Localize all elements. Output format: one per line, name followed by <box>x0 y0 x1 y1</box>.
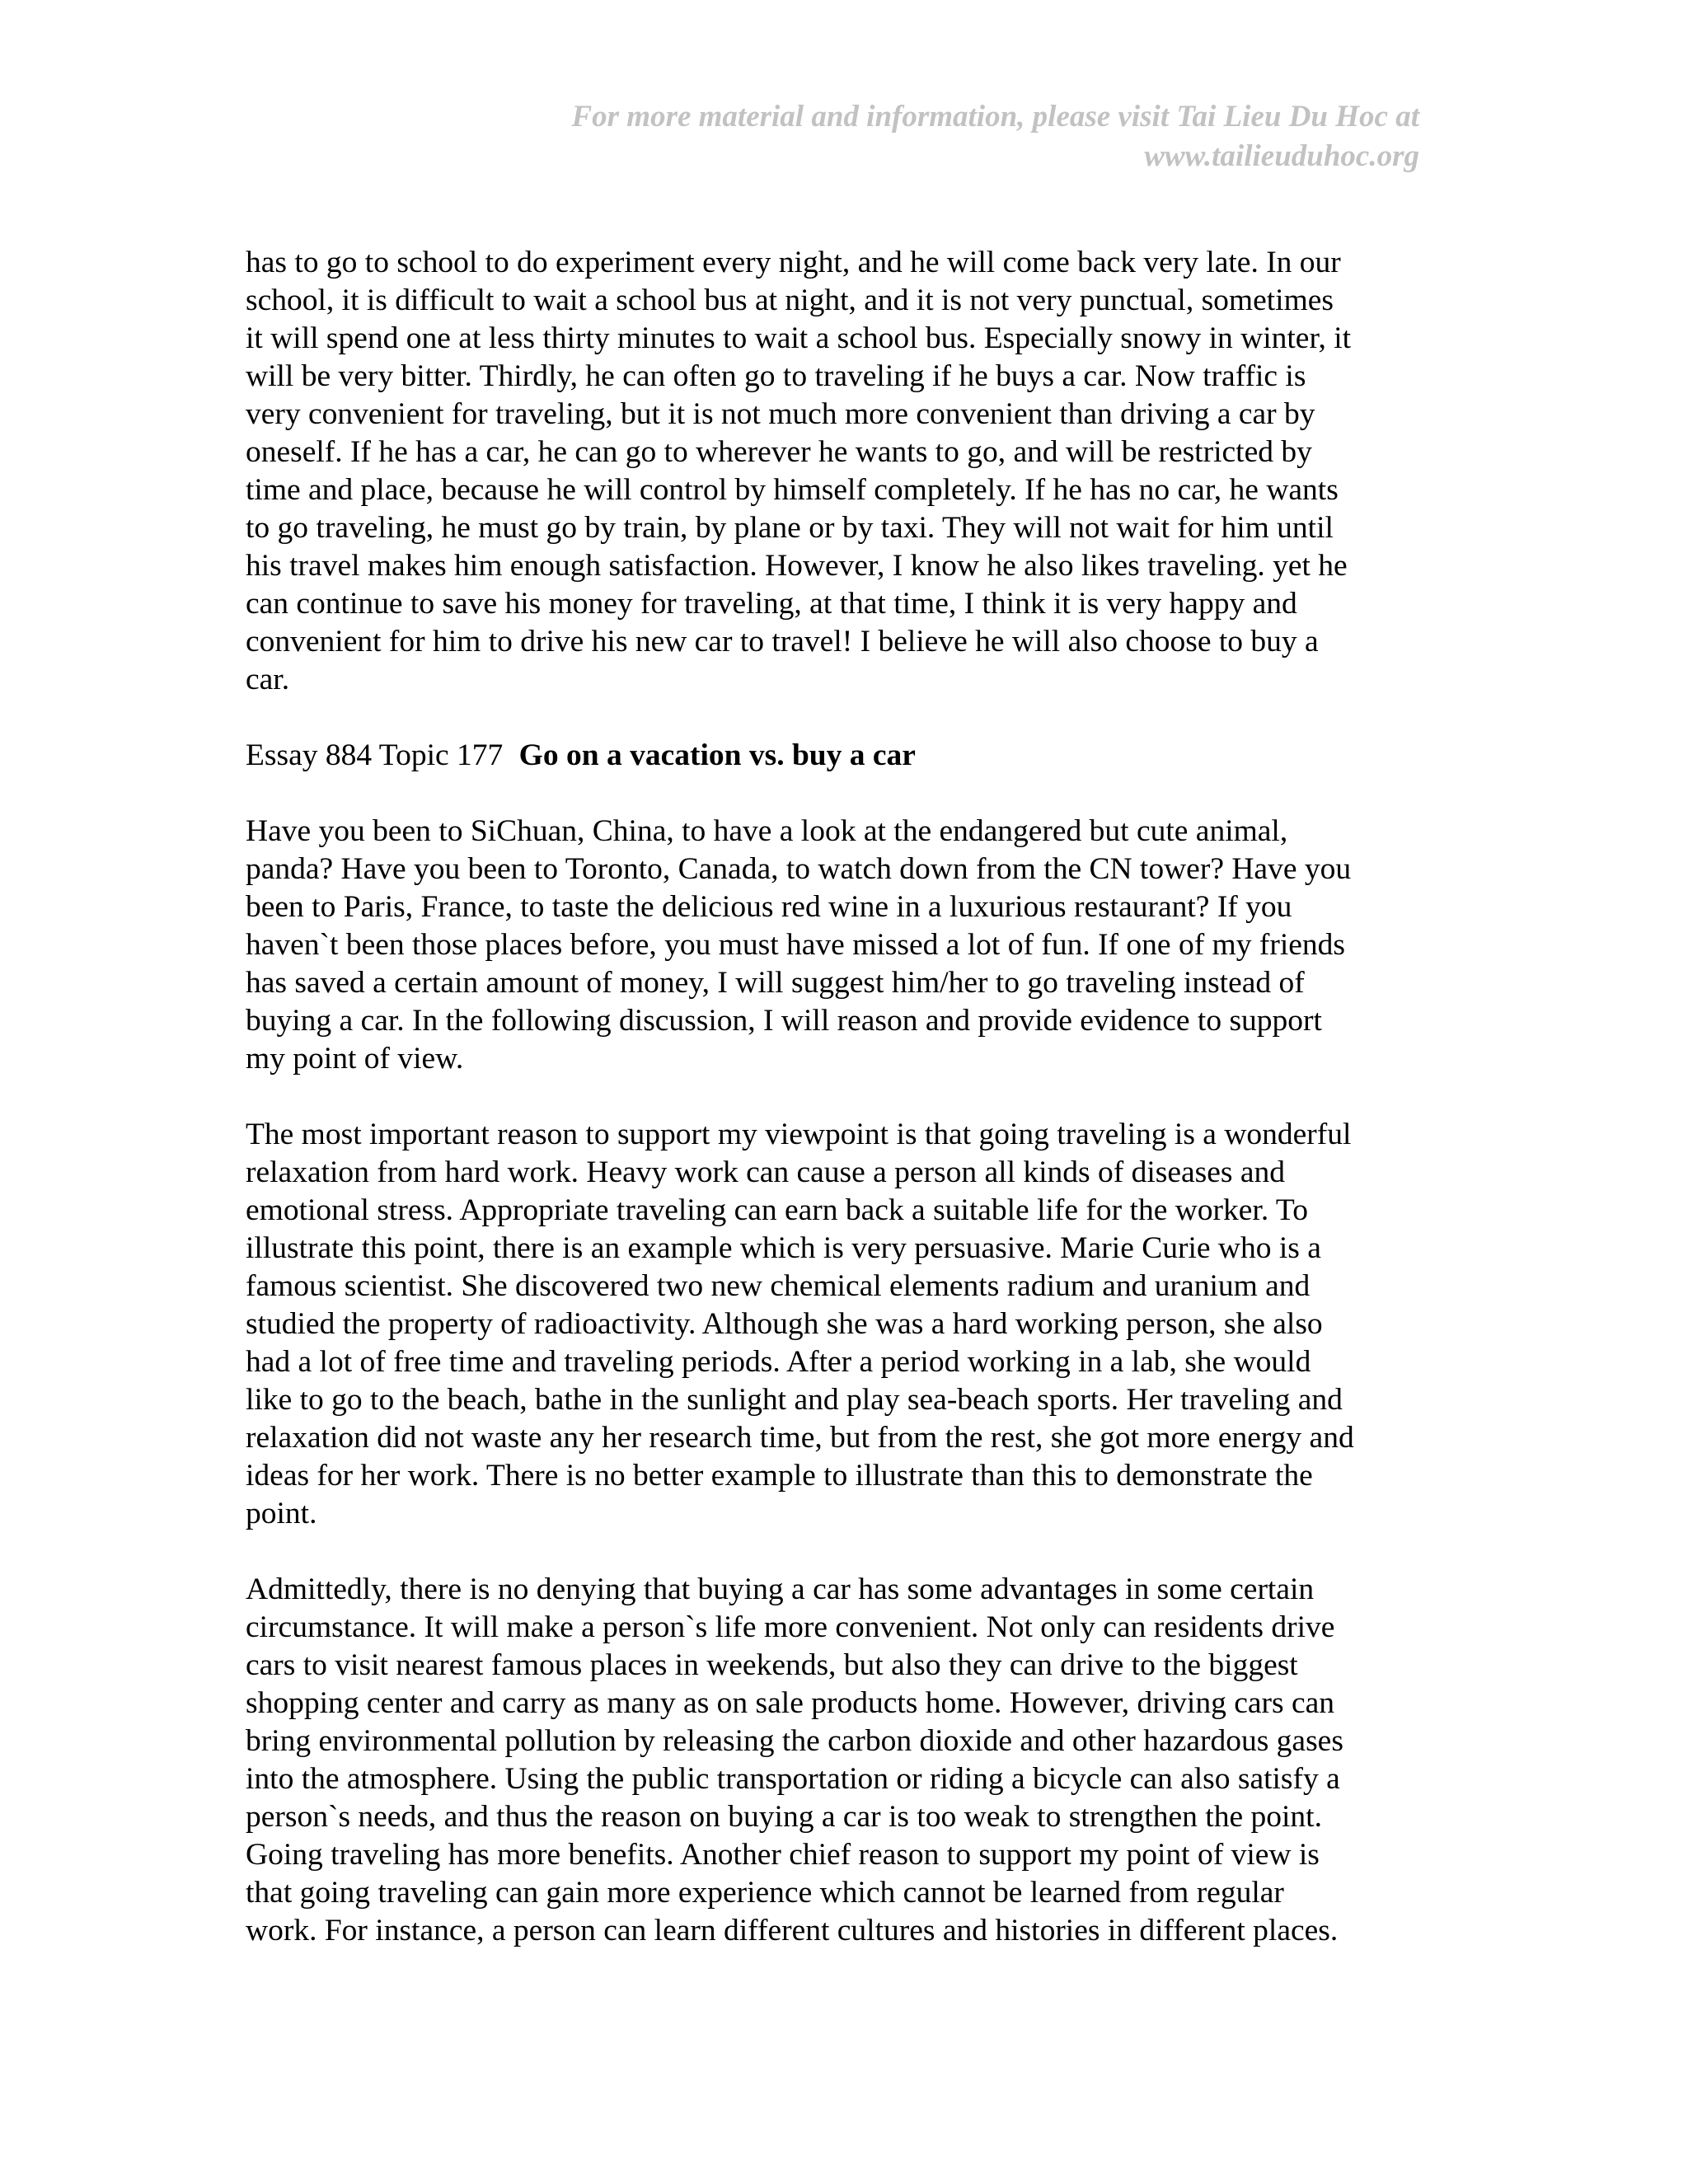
text-line: his travel makes him enough satisfaction. However, I know he also likes traveling. yet he <box>246 549 1348 583</box>
text-line: famous scientist. She discovered two new chemical elements radium and uranium and <box>246 1269 1311 1303</box>
text-line: relaxation from hard work. Heavy work can cause a person all kinds of diseases and <box>246 1155 1286 1189</box>
text-line: work. For instance, a person can learn different cultures and histories in different places. <box>246 1914 1339 1947</box>
text-line: to go traveling, he must go by train, by plane or by taxi. They will not wait for him until <box>246 511 1334 545</box>
essay-heading <box>246 737 1432 775</box>
text-line: bring environmental pollution by releasing the carbon dioxide and other hazardous gases <box>246 1724 1343 1758</box>
text-line: ideas for her work. There is no better example to illustrate than this to demonstrate the <box>246 1459 1313 1493</box>
document-body <box>246 244 1432 1988</box>
text-line: Admittedly, there is no denying that buying a car has some advantages in some certain <box>246 1572 1315 1606</box>
text-line: person`s needs, and thus the reason on buying a car is too weak to strengthen the point. <box>246 1800 1322 1834</box>
essay-topic-title: Go on a vacation vs. buy a car <box>518 738 916 772</box>
text-line: time and place, because he will control by himself completely. If he has no car, he wants <box>246 473 1339 507</box>
text-line: The most important reason to support my viewpoint is that going traveling is a wonderful <box>246 1118 1352 1151</box>
text-line: studied the property of radioactivity. Although she was a hard working person, she also <box>246 1307 1323 1341</box>
text-line: my point of view. <box>246 1042 464 1076</box>
text-line: will be very bitter. Thirdly, he can often go to traveling if he buys a car. Now traffic is <box>246 359 1306 393</box>
text-line: shopping center and carry as many as on sale products home. However, driving cars can <box>246 1686 1334 1720</box>
text-line: illustrate this point, there is an example which is very persuasive. Marie Curie who is a <box>246 1231 1321 1265</box>
text-line: buying a car. In the following discussion, I will reason and provide evidence to support <box>246 1004 1322 1038</box>
text-line: has saved a certain amount of money, I will suggest him/her to go traveling instead of <box>246 966 1305 1000</box>
text-line: circumstance. It will make a person`s life more convenient. Not only can residents drive <box>246 1610 1335 1644</box>
text-line: into the atmosphere. Using the public transportation or riding a bicycle can also satisfy a <box>246 1762 1340 1796</box>
essay-paragraph-intro <box>246 813 1432 1078</box>
text-line: emotional stress. Appropriate traveling can earn back a suitable life for the worker. To <box>246 1193 1308 1227</box>
text-line: point. <box>246 1497 317 1530</box>
text-line: Have you been to SiChuan, China, to have a look at the endangered but cute animal, <box>246 814 1288 848</box>
text-line: car. <box>246 663 290 696</box>
essay-label: Essay 884 Topic 177 <box>246 738 504 772</box>
text-line: like to go to the beach, bathe in the sunlight and play sea-beach sports. Her traveling and <box>246 1383 1343 1417</box>
essay-paragraph-body-1 <box>246 1116 1432 1533</box>
text-line: that going traveling can gain more experience which cannot be learned from regular <box>246 1876 1284 1910</box>
text-line: panda? Have you been to Toronto, Canada, to watch down from the CN tower? Have you <box>246 852 1352 886</box>
header-note <box>430 97 1419 176</box>
text-line: oneself. If he has a car, he can go to wherever he wants to go, and will be restricted by <box>246 435 1312 469</box>
text-line: convenient for him to drive his new car to travel! I believe he will also choose to buy a <box>246 625 1319 658</box>
header-note-line-1: For more material and information, please visit Tai Lieu Du Hoc at <box>571 100 1419 134</box>
text-line: very convenient for traveling, but it is not much more convenient than driving a car by <box>246 397 1315 431</box>
text-line: been to Paris, France, to taste the delicious red wine in a luxurious restaurant? If you <box>246 890 1292 924</box>
header-note-line-2: www.tailieuduhoc.org <box>1144 139 1419 173</box>
text-line: has to go to school to do experiment every night, and he will come back very late. In our <box>246 246 1341 279</box>
text-line: cars to visit nearest famous places in weekends, but also they can drive to the biggest <box>246 1648 1298 1682</box>
essay-paragraph-body-2 <box>246 1571 1432 1950</box>
text-line: it will spend one at less thirty minutes to wait a school bus. Especially snowy in winter, it <box>246 321 1352 355</box>
continuation-paragraph <box>246 244 1432 699</box>
text-line: school, it is difficult to wait a school bus at night, and it is not very punctual, sometimes <box>246 284 1334 317</box>
text-line: relaxation did not waste any her research time, but from the rest, she got more energy and <box>246 1421 1354 1455</box>
text-line: haven`t been those places before, you must have missed a lot of fun. If one of my friends <box>246 928 1345 962</box>
text-line: Going traveling has more benefits. Another chief reason to support my point of view is <box>246 1838 1320 1872</box>
text-line: can continue to save his money for traveling, at that time, I think it is very happy and <box>246 587 1297 621</box>
text-line: had a lot of free time and traveling periods. After a period working in a lab, she would <box>246 1345 1311 1379</box>
